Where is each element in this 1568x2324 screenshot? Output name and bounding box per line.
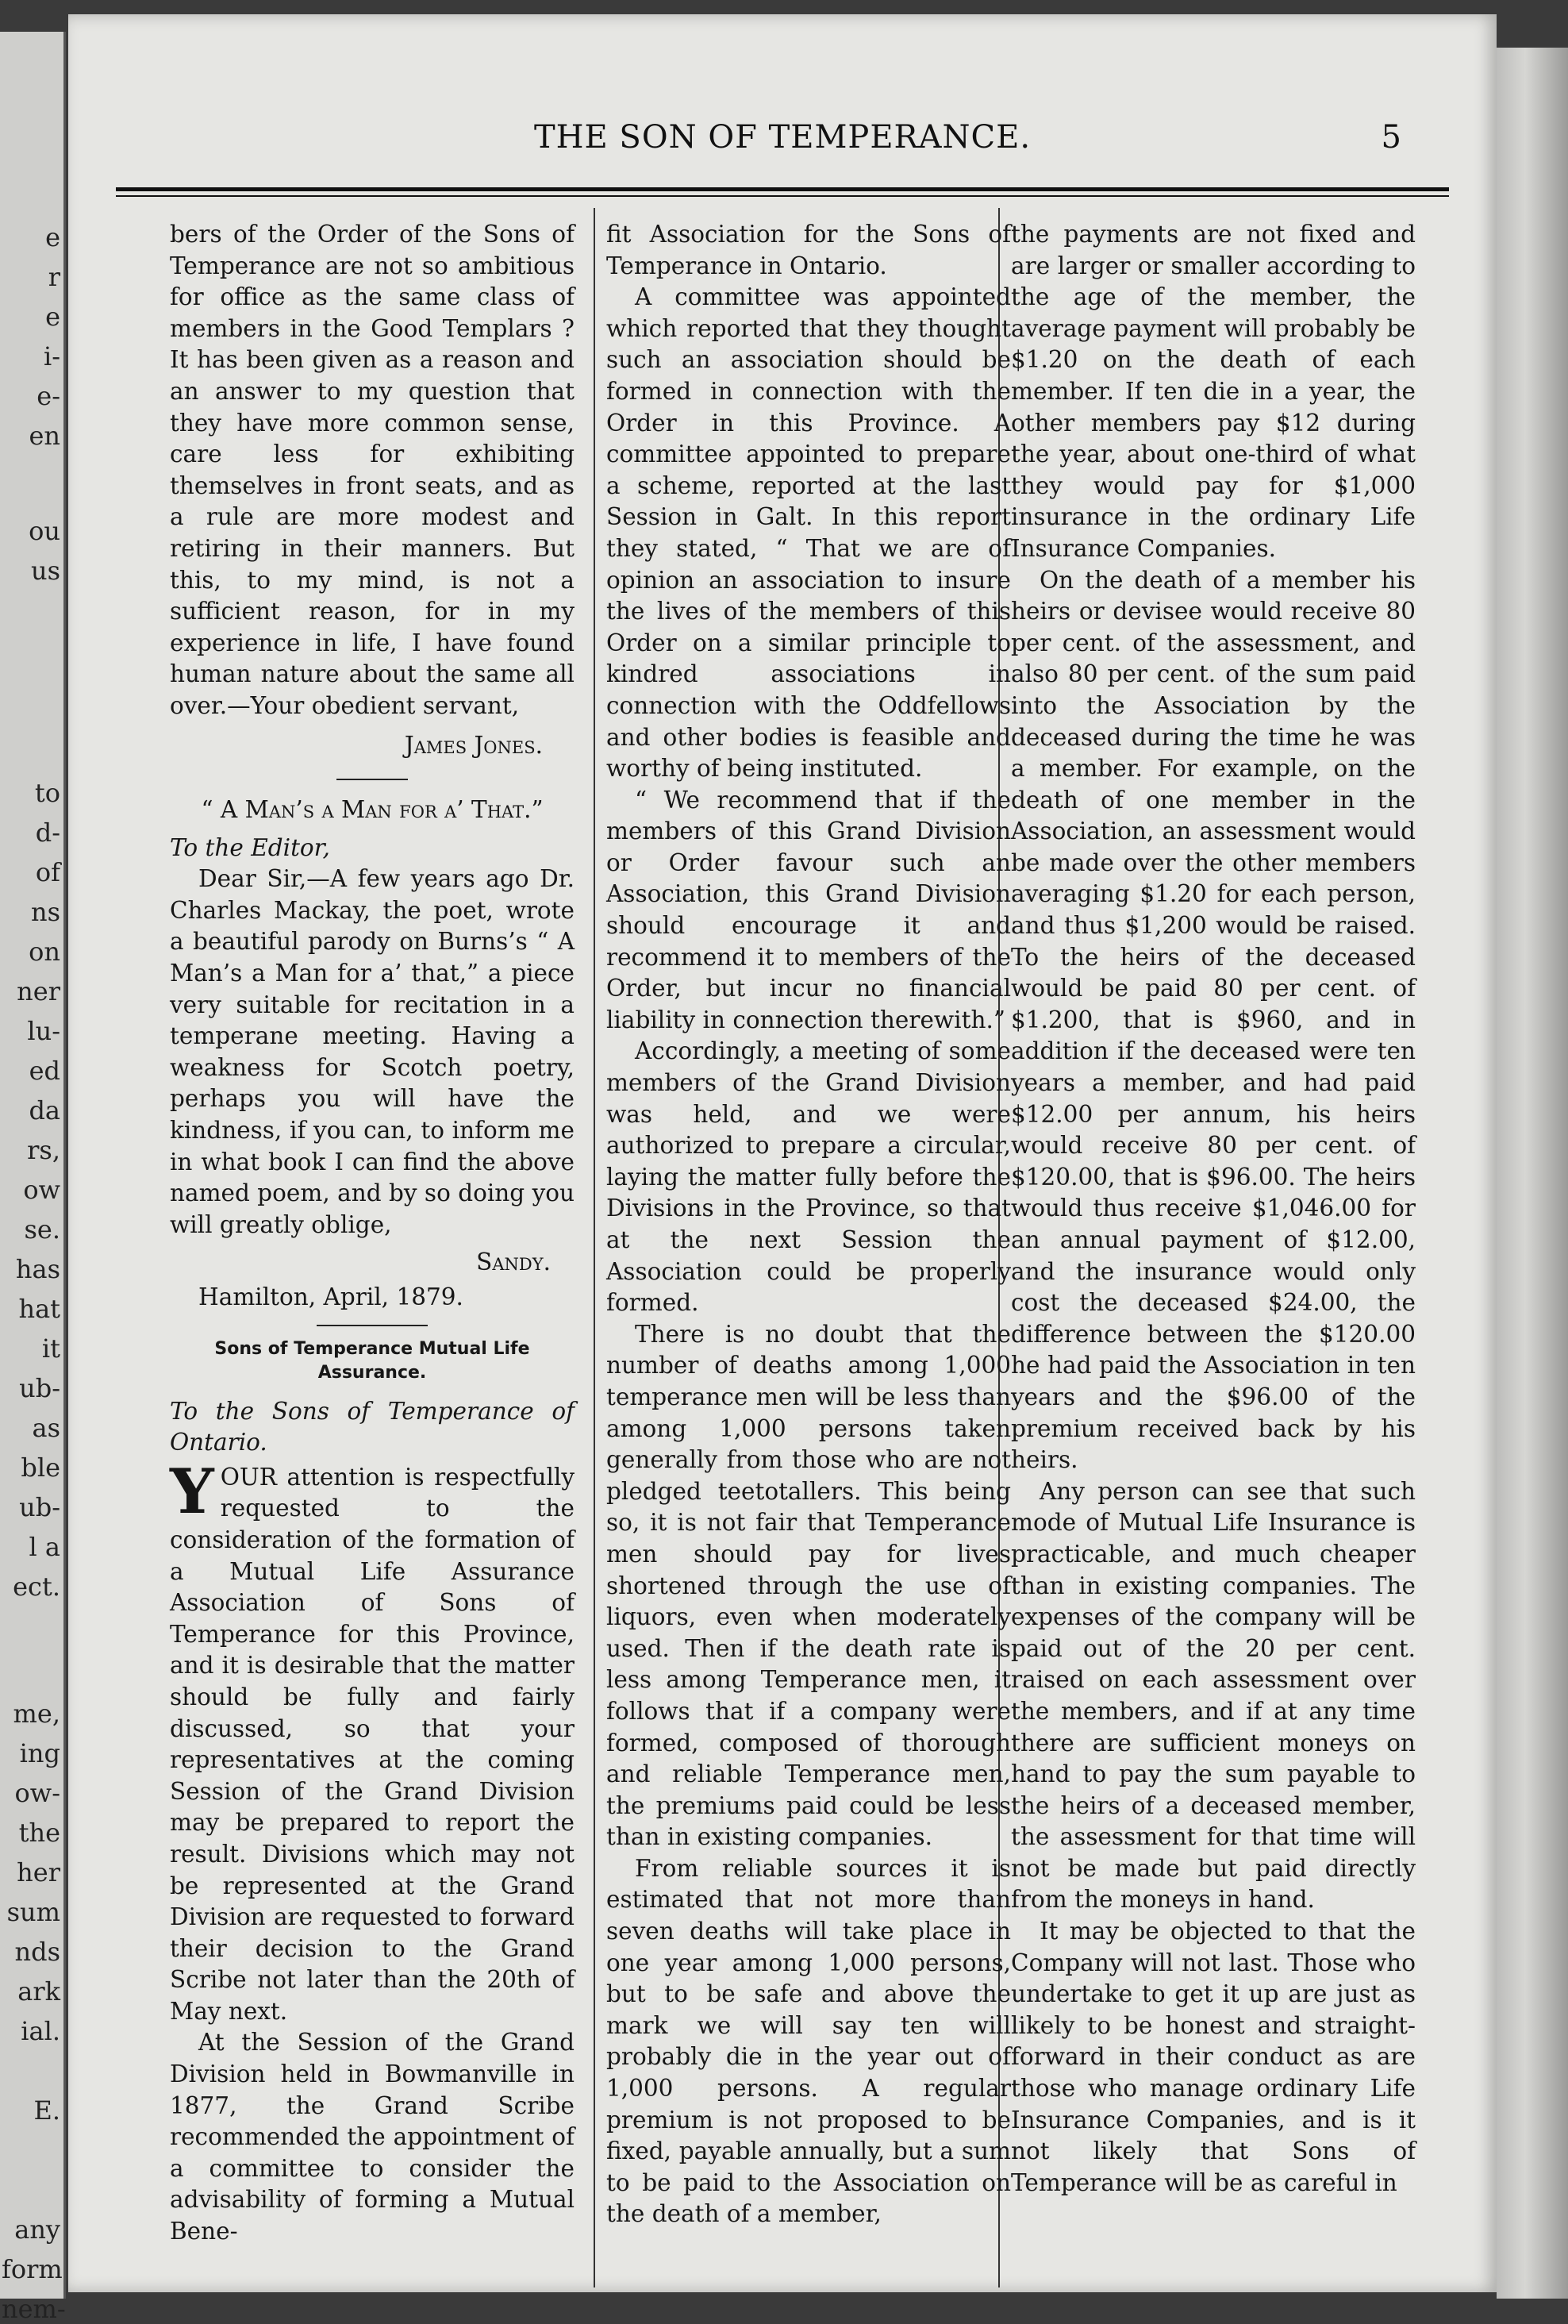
facing-page-fragment: her bbox=[17, 1857, 60, 1887]
paragraph-text: OUR attention is respectfully requested to the consideration of the formation of a Mutual Life Assurance Association of Sons of Temperance for this Province, and it is desirable that the matter should be fully and fairly discussed, so that your representatives at the coming Session of the Grand Division may be prepared to report the result. Divisions which may not be represented at the Grand Division are requested to forward their decision to the Grand Scribe not later than the 20th of May next. bbox=[170, 1463, 575, 2025]
facing-page-fragment: lu- bbox=[27, 1016, 60, 1046]
facing-page-fragment: e- bbox=[37, 381, 60, 411]
newspaper-page bbox=[68, 14, 1497, 2292]
facing-page-fragment: i- bbox=[43, 341, 60, 371]
facing-page-fragment: on bbox=[29, 937, 60, 967]
facing-page-fragment: ub- bbox=[19, 1492, 60, 1522]
column-3 bbox=[1011, 219, 1416, 2267]
paragraph: Any person can see that such mode of Mutual Life Insurance is practicable, and much cheaper than in existing companies. The expenses of the company will be paid out of the 20 per cent. raised on each assessment over the members, and if at any time there are sufficient moneys on hand to pay the sum payable to the heirs of a deceased member, the assessment for that time will not be made but paid directly from the moneys in hand. bbox=[1011, 1477, 1416, 1914]
facing-page-fragment: ou bbox=[29, 516, 60, 546]
paragraph: On the death of a member his heirs or devisee would receive 80 per cent. of the assessment, and also 80 per cent. of the sum paid into the Association by the deceased during the time he was a member. For example, on the death of one member in the Association, an assessment would be made over the other members averaging $1.20 for each person, and thus $1,200 would be raised. To the heirs of the deceased would be paid 80 per cent. of $1.200, that is $960, and in addition if the deceased were ten years a member, and had paid $12.00 per annum, his heirs would receive 80 per cent. of $120.00, that is $96.00. The heirs would thus receive $1,046.00 for an annual payment of $12.00, and the insurance would only cost the deceased $24.00, the difference between the $120.00 he had paid the Association in ten years and the $96.00 of the premium received back by his heirs. bbox=[1011, 566, 1416, 1474]
paragraph: “ We recommend that if the members of this Grand Division or Order favour such an Association, this Grand Division should encourage it and recommend it to members of the Order, but incur no financial liability in connection therewith.” bbox=[606, 786, 1011, 1033]
facing-page-fragment: rs, bbox=[27, 1135, 60, 1165]
signature: James Jones. bbox=[404, 731, 543, 759]
facing-page-fragment: has bbox=[15, 1254, 60, 1284]
section-divider bbox=[336, 779, 408, 780]
facing-page-fragment: of bbox=[35, 857, 60, 887]
paragraph: There is no doubt that the number of deaths among 1,000 temperance men will be less than among 1,000 persons taken generally from those who are not pledged teetotallers. This being so, it is not fair that Temperance men should pay for lives shortened through the use of liquors, even when moderately used. Then if the death rate is less among Temperance men, it follows that if a company were formed, composed of thorough and reliable Temperance men, the premiums paid could be less than in existing companies. bbox=[606, 1320, 1011, 1851]
facing-page-fragment: ub- bbox=[19, 1373, 60, 1403]
paragraph-dropcap bbox=[170, 1455, 575, 2028]
facing-page-fragment: us bbox=[30, 556, 60, 586]
paragraph: Dear Sir,—A few years ago Dr. Charles Mackay, the poet, wrote a beautiful parody on Burns’s “ A Man’s a Man for a’ that,” a piece very suitable for recitation in a temperane meeting. Having a weakness for Scotch poetry, perhaps you will have the kindness, if you can, to inform me in what book I can find the above named poem, and by so doing you will greatly oblige, bbox=[170, 865, 575, 1238]
facing-page-fragment: l a bbox=[29, 1532, 60, 1562]
facing-page-fragment: it bbox=[41, 1333, 60, 1364]
facing-page-fragment: se. bbox=[24, 1214, 60, 1245]
facing-page-fragment: hat bbox=[18, 1294, 60, 1324]
paragraph: bers of the Order of the Sons of Temperance are not so ambitious for office as the same class of members in the Good Templars ? It has been given as a reason and an answer to my question that they have more common sense, care less for exhibiting themselves in front seats, and as a rule are more modest and retiring in their manners. But this, to my mind, is not a sufficient reason, for in my experience in life, I have found human nature about the same all over.—Your obedient servant, bbox=[170, 221, 575, 719]
facing-page-fragment: nem- bbox=[2, 2294, 66, 2324]
drop-cap: Y bbox=[170, 1455, 214, 1528]
salutation: To the Editor, bbox=[170, 833, 330, 861]
paragraph: fit Association for the Sons of Temperance in Ontario. bbox=[606, 221, 1011, 279]
facing-page-fragment: any bbox=[14, 2214, 60, 2245]
facing-page-fragment: form bbox=[2, 2254, 63, 2284]
section-divider bbox=[317, 1325, 428, 1326]
facing-page-fragment: ble bbox=[21, 1452, 60, 1483]
facing-page-fragment: me, bbox=[13, 1699, 60, 1729]
letter-title: “ A Man’s a Man for a’ That.” bbox=[201, 796, 544, 824]
paragraph: It may be objected to that the Company will not last. Those who undertake to get it up are just as likely to be honest and straight-forward in their conduct as are those who manage ordinary Life Insurance Companies, and is it not likely that Sons of Temperance will be as careful in bbox=[1011, 1918, 1416, 2196]
facing-page-fragment: E. bbox=[33, 2095, 60, 2126]
header-rule-thin bbox=[116, 195, 1449, 197]
article-heading: Sons of Temperance Mutual Life Assurance. bbox=[214, 1338, 530, 1383]
facing-page-fragment: ow- bbox=[14, 1778, 60, 1808]
facing-page-fragment: en bbox=[29, 421, 60, 451]
column-2 bbox=[606, 219, 1011, 2267]
facing-page-fragment: ns bbox=[30, 897, 60, 927]
paragraph: A committee was appointed which reported that they thought such an association should be formed in connection with the Order in this Province. A committee appointed to prepare a scheme, reported at the last Session in Galt. In this report they stated, “ That we are of opinion an association to insure the lives of the members of this Order on a similar principle to kindred associations in connection with the Oddfellows and other bodies is feasible and worthy of being instituted. bbox=[606, 283, 1011, 783]
page-header bbox=[68, 110, 1497, 165]
signature: Sandy. bbox=[476, 1249, 551, 1276]
facing-page-fragment: r bbox=[48, 262, 60, 292]
facing-page-fragment: ing bbox=[19, 1738, 60, 1768]
header-rule bbox=[116, 187, 1449, 191]
facing-page-fragment: ect. bbox=[13, 1572, 60, 1602]
facing-page-edge bbox=[0, 32, 66, 2324]
facing-page-fragment: sum bbox=[6, 1897, 60, 1927]
facing-page-fragment: e bbox=[45, 222, 60, 252]
facing-page-fragment: to bbox=[34, 778, 60, 808]
paragraph: At the Session of the Grand Division held in Bowmanville in 1877, the Grand Scribe recommended the appointment of a committee to consider the advisability of forming a Mutual Bene- bbox=[170, 2029, 575, 2245]
dateline: Hamilton, April, 1879. bbox=[198, 1283, 463, 1310]
paragraph: the payments are not fixed and are larger or smaller according to the age of the member, the average payment will probably be $1.20 on the death of each member. If ten die in a year, the other members pay $12 during the year, about one-third of what they would pay for $1,000 insurance in the ordinary Life Insurance Companies. bbox=[1011, 221, 1416, 562]
facing-page-fragment: nds bbox=[14, 1937, 60, 1967]
facing-page-fragment: e bbox=[45, 302, 60, 332]
facing-page-fragment: ner bbox=[17, 976, 60, 1006]
facing-page-fragment: da bbox=[29, 1095, 60, 1125]
paragraph: Accordingly, a meeting of some members of the Grand Division was held, and we were authorized to prepare a circular, laying the matter fully before the Divisions in the Province, so that at the next Session the Association could be properly formed. bbox=[606, 1037, 1011, 1317]
page-title: THE SON OF TEMPERANCE. bbox=[533, 119, 1032, 156]
column-rule-1 bbox=[594, 208, 595, 2287]
facing-page-fragment: ed bbox=[29, 1056, 60, 1086]
column-1 bbox=[170, 219, 575, 2267]
facing-page-fragment: as bbox=[32, 1413, 60, 1443]
salutation: To the Sons of Temperance of Ontario. bbox=[170, 1397, 575, 1456]
facing-page-fragment: d- bbox=[35, 818, 60, 848]
facing-page-fragment: ial. bbox=[21, 2016, 60, 2046]
book-page-edges bbox=[1497, 48, 1568, 2299]
facing-page-fragment: ark bbox=[17, 1976, 60, 2007]
paragraph: From reliable sources it is estimated that not more than seven deaths will take place in one year among 1,000 persons, but to be safe and above the mark we will say ten will probably die in the year out of 1,000 persons. A regular premium is not proposed to be fixed, payable annually, but a sum to be paid to the Association on the death of a member, bbox=[606, 1854, 1011, 2228]
facing-page-fragment: ow bbox=[23, 1175, 60, 1205]
facing-page-fragment: the bbox=[18, 1818, 60, 1848]
page-number: 5 bbox=[1381, 119, 1401, 156]
